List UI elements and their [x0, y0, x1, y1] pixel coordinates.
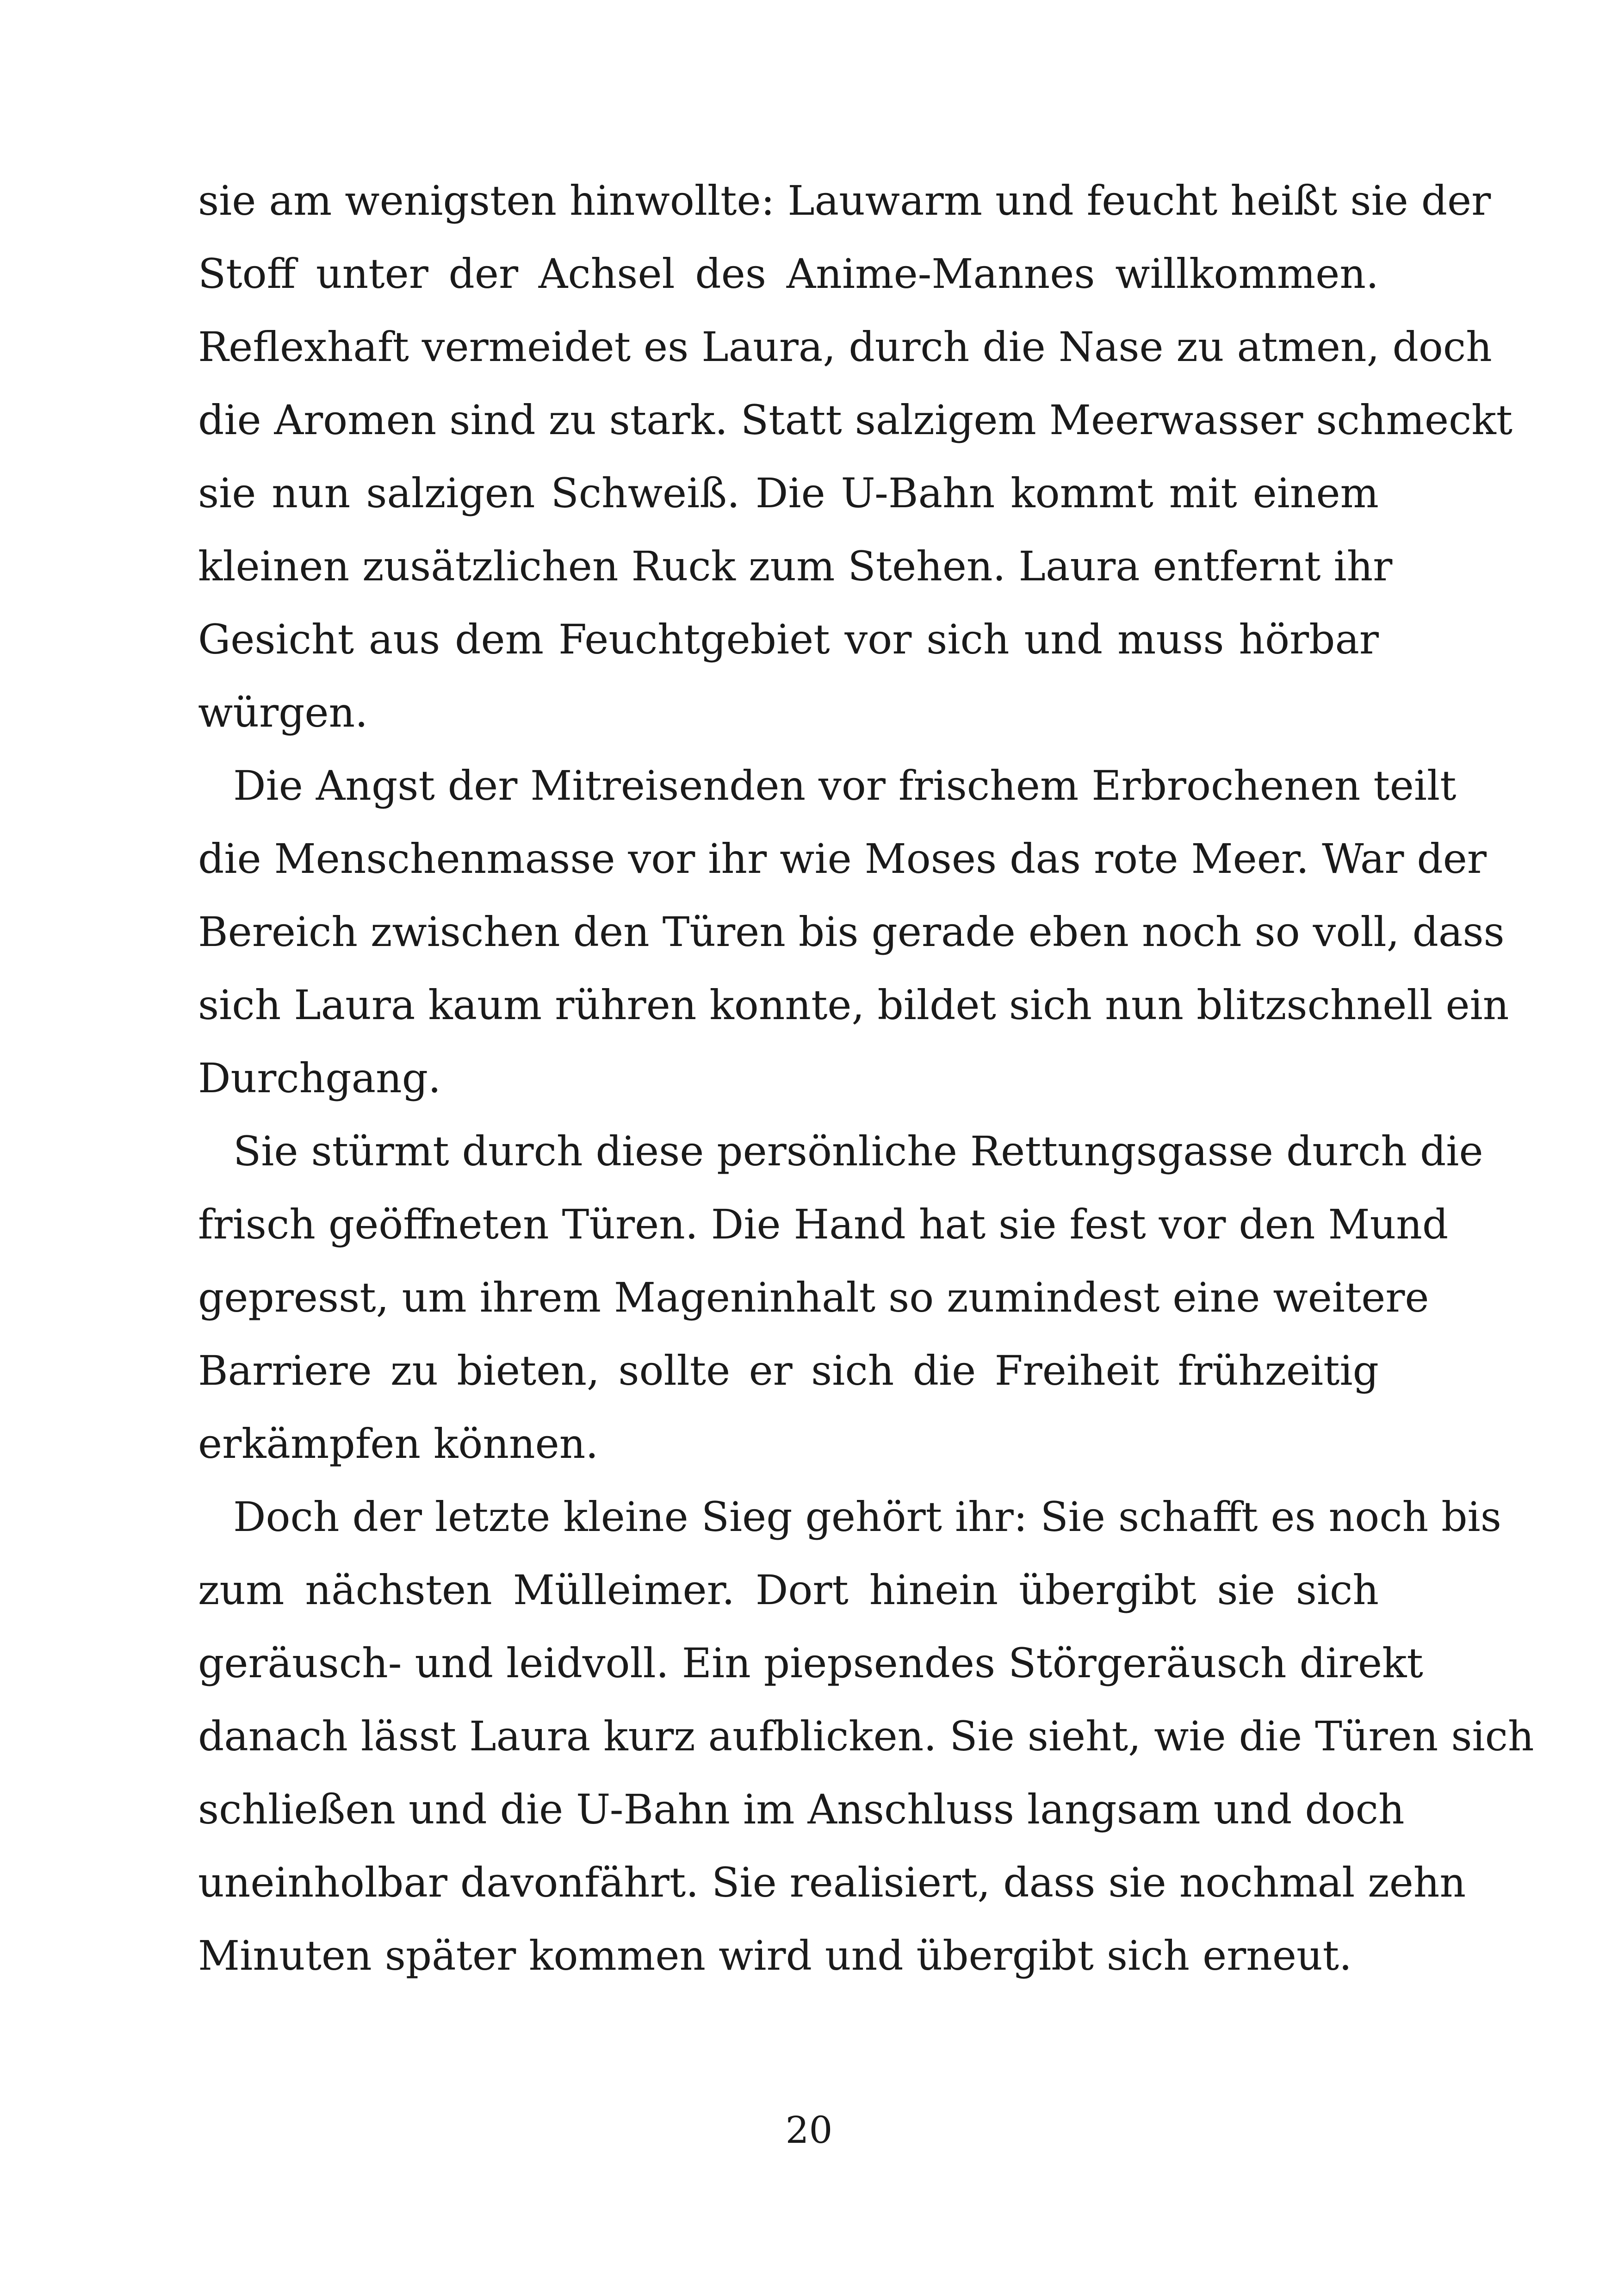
body-text [198, 164, 1534, 1992]
text-line: sich Laura kaum rühren konnte, bildet sich nun blitzschnell ein [198, 981, 1509, 1029]
text-line: gepresst, um ihrem Mageninhalt so zumindest eine weitere [198, 1274, 1429, 1321]
text-line: danach lässt Laura kurz aufblicken. Sie sieht, wie die Türen sich [198, 1712, 1534, 1760]
text-line: Durchgang. [198, 1054, 441, 1102]
text-line: sie nun salzigen Schweiß. Die U-Bahn kommt mit einem [198, 469, 1379, 517]
text-line: Stoff unter der Achsel des Anime-Mannes willkommen. [198, 250, 1379, 298]
text-line: uneinholbar davonfährt. Sie realisiert, dass sie nochmal zehn [198, 1859, 1466, 1906]
text-line: die Aromen sind zu stark. Statt salzigem Meerwasser schmeckt [198, 396, 1513, 444]
text-line: kleinen zusätzlichen Ruck zum Stehen. Laura entfernt ihr [198, 542, 1393, 590]
text-line: Sie stürmt durch diese persönliche Rettungsgasse durch die [233, 1127, 1483, 1175]
text-line: Die Angst der Mitreisenden vor frischem Erbrochenen teilt [233, 762, 1457, 809]
text-line: zum nächsten Mülleimer. Dort hinein übergibt sie sich [198, 1566, 1379, 1614]
text-line: würgen. [198, 689, 368, 736]
text-line: Minuten später kommen wird und übergibt sich erneut. [198, 1932, 1352, 1979]
text-line: schließen und die U-Bahn im Anschluss langsam und doch [198, 1786, 1405, 1833]
text-line: die Menschenmasse vor ihr wie Moses das rote Meer. War der [198, 835, 1487, 883]
text-line: Gesicht aus dem Feuchtgebiet vor sich und muss hörbar [198, 616, 1379, 663]
text-line: Barriere zu bieten, sollte er sich die Freiheit frühzeitig [198, 1347, 1379, 1394]
text-line: geräusch- und leidvoll. Ein piepsendes Störgeräusch direkt [198, 1639, 1423, 1687]
text-line: sie am wenigsten hinwollte: Lauwarm und feucht heißt sie der [198, 177, 1491, 224]
text-line: Reflexhaft vermeidet es Laura, durch die Nase zu atmen, doch [198, 323, 1492, 371]
text-line: Bereich zwischen den Türen bis gerade eben noch so voll, dass [198, 908, 1505, 956]
text-line: erkämpfen können. [198, 1420, 599, 1468]
text-line: Doch der letzte kleine Sieg gehört ihr: Sie schafft es noch bis [233, 1493, 1501, 1541]
page-number: 20 [785, 2109, 833, 2152]
text-line: frisch geöffneten Türen. Die Hand hat sie fest vor den Mund [198, 1201, 1449, 1248]
